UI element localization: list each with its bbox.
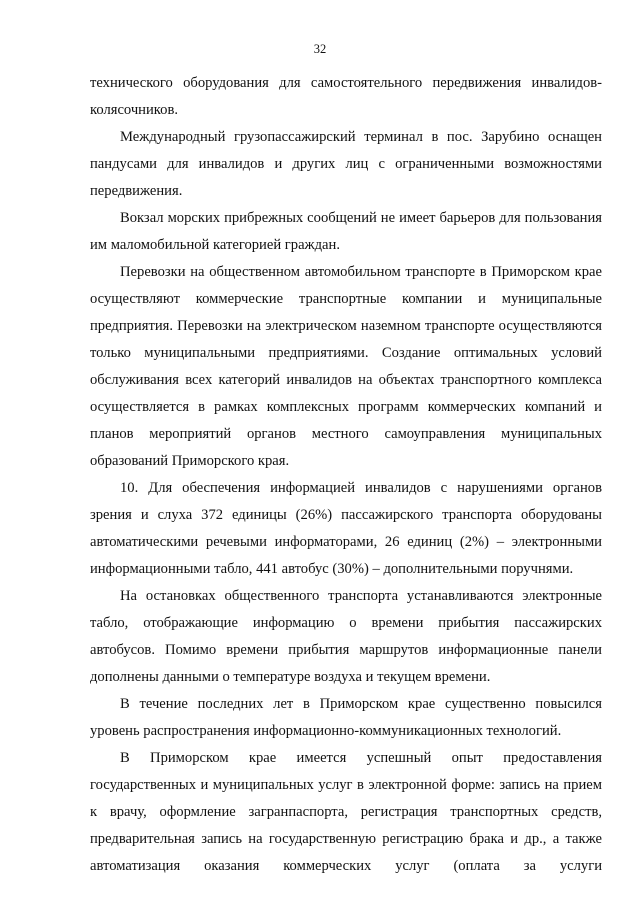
page-number: 32 (313, 42, 327, 56)
document-text-body (90, 70, 602, 880)
paragraph-electronic-services: В Приморском крае имеется успешный опыт предоставления государственных и муниципальных услуг в электронной форме: запись на прием к врачу, оформление загранпаспорта, регистрация транспортных средств, предварительная запись на государственную регистрацию брака и др., а также автоматизация оказания коммерческих услуг (оплата за услуги (90, 750, 602, 874)
paragraph-sea-station: Вокзал морских прибрежных сообщений не имеет барьеров для пользования им маломобильной категорией граждан. (90, 210, 602, 253)
paragraph-road-transport: Перевозки на общественном автомобильном транспорте в Приморском крае осуществляют коммерческие транспортные компании и муниципальные предприятия. Перевозки на электрическом наземном транспорте осуществляются только муниципальными предприятиями. Создание оптимальных условий обслуживания всех категорий инвалидов на объектах транспортного комплекса осуществляется в рамках комплексных программ коммерческих компаний и планов мероприятий органов местного самоуправления муниципальных образований Приморского края. (90, 264, 602, 469)
paragraph-zarubino-terminal: Международный грузопассажирский терминал в пос. Зарубино оснащен пандусами для инвалидов и других лиц с ограниченными возможностями передвижения. (90, 129, 602, 199)
paragraph-electronic-displays: На остановках общественного транспорта устанавливаются электронные табло, отображающие информацию о времени прибытия пассажирских автобусов. Помимо времени прибытия маршрутов информационные панели дополнены данными о температуре воздуха и текущем времени. (90, 588, 602, 685)
paragraph-ict-development: В течение последних лет в Приморском крае существенно повысился уровень распространения информационно-коммуникационных технологий. (90, 696, 602, 739)
paragraph-continuation: технического оборудования для самостоятельного передвижения инвалидов-колясочников. (90, 75, 602, 118)
paragraph-item-10-information: 10. Для обеспечения информацией инвалидов с нарушениями органов зрения и слуха 372 единицы (26%) пассажирского транспорта оборудованы автоматическими речевыми информаторами, 26 единиц (2%) – электронными информационными табло, 441 автобус (30%) – дополнительными поручнями. (90, 480, 602, 577)
